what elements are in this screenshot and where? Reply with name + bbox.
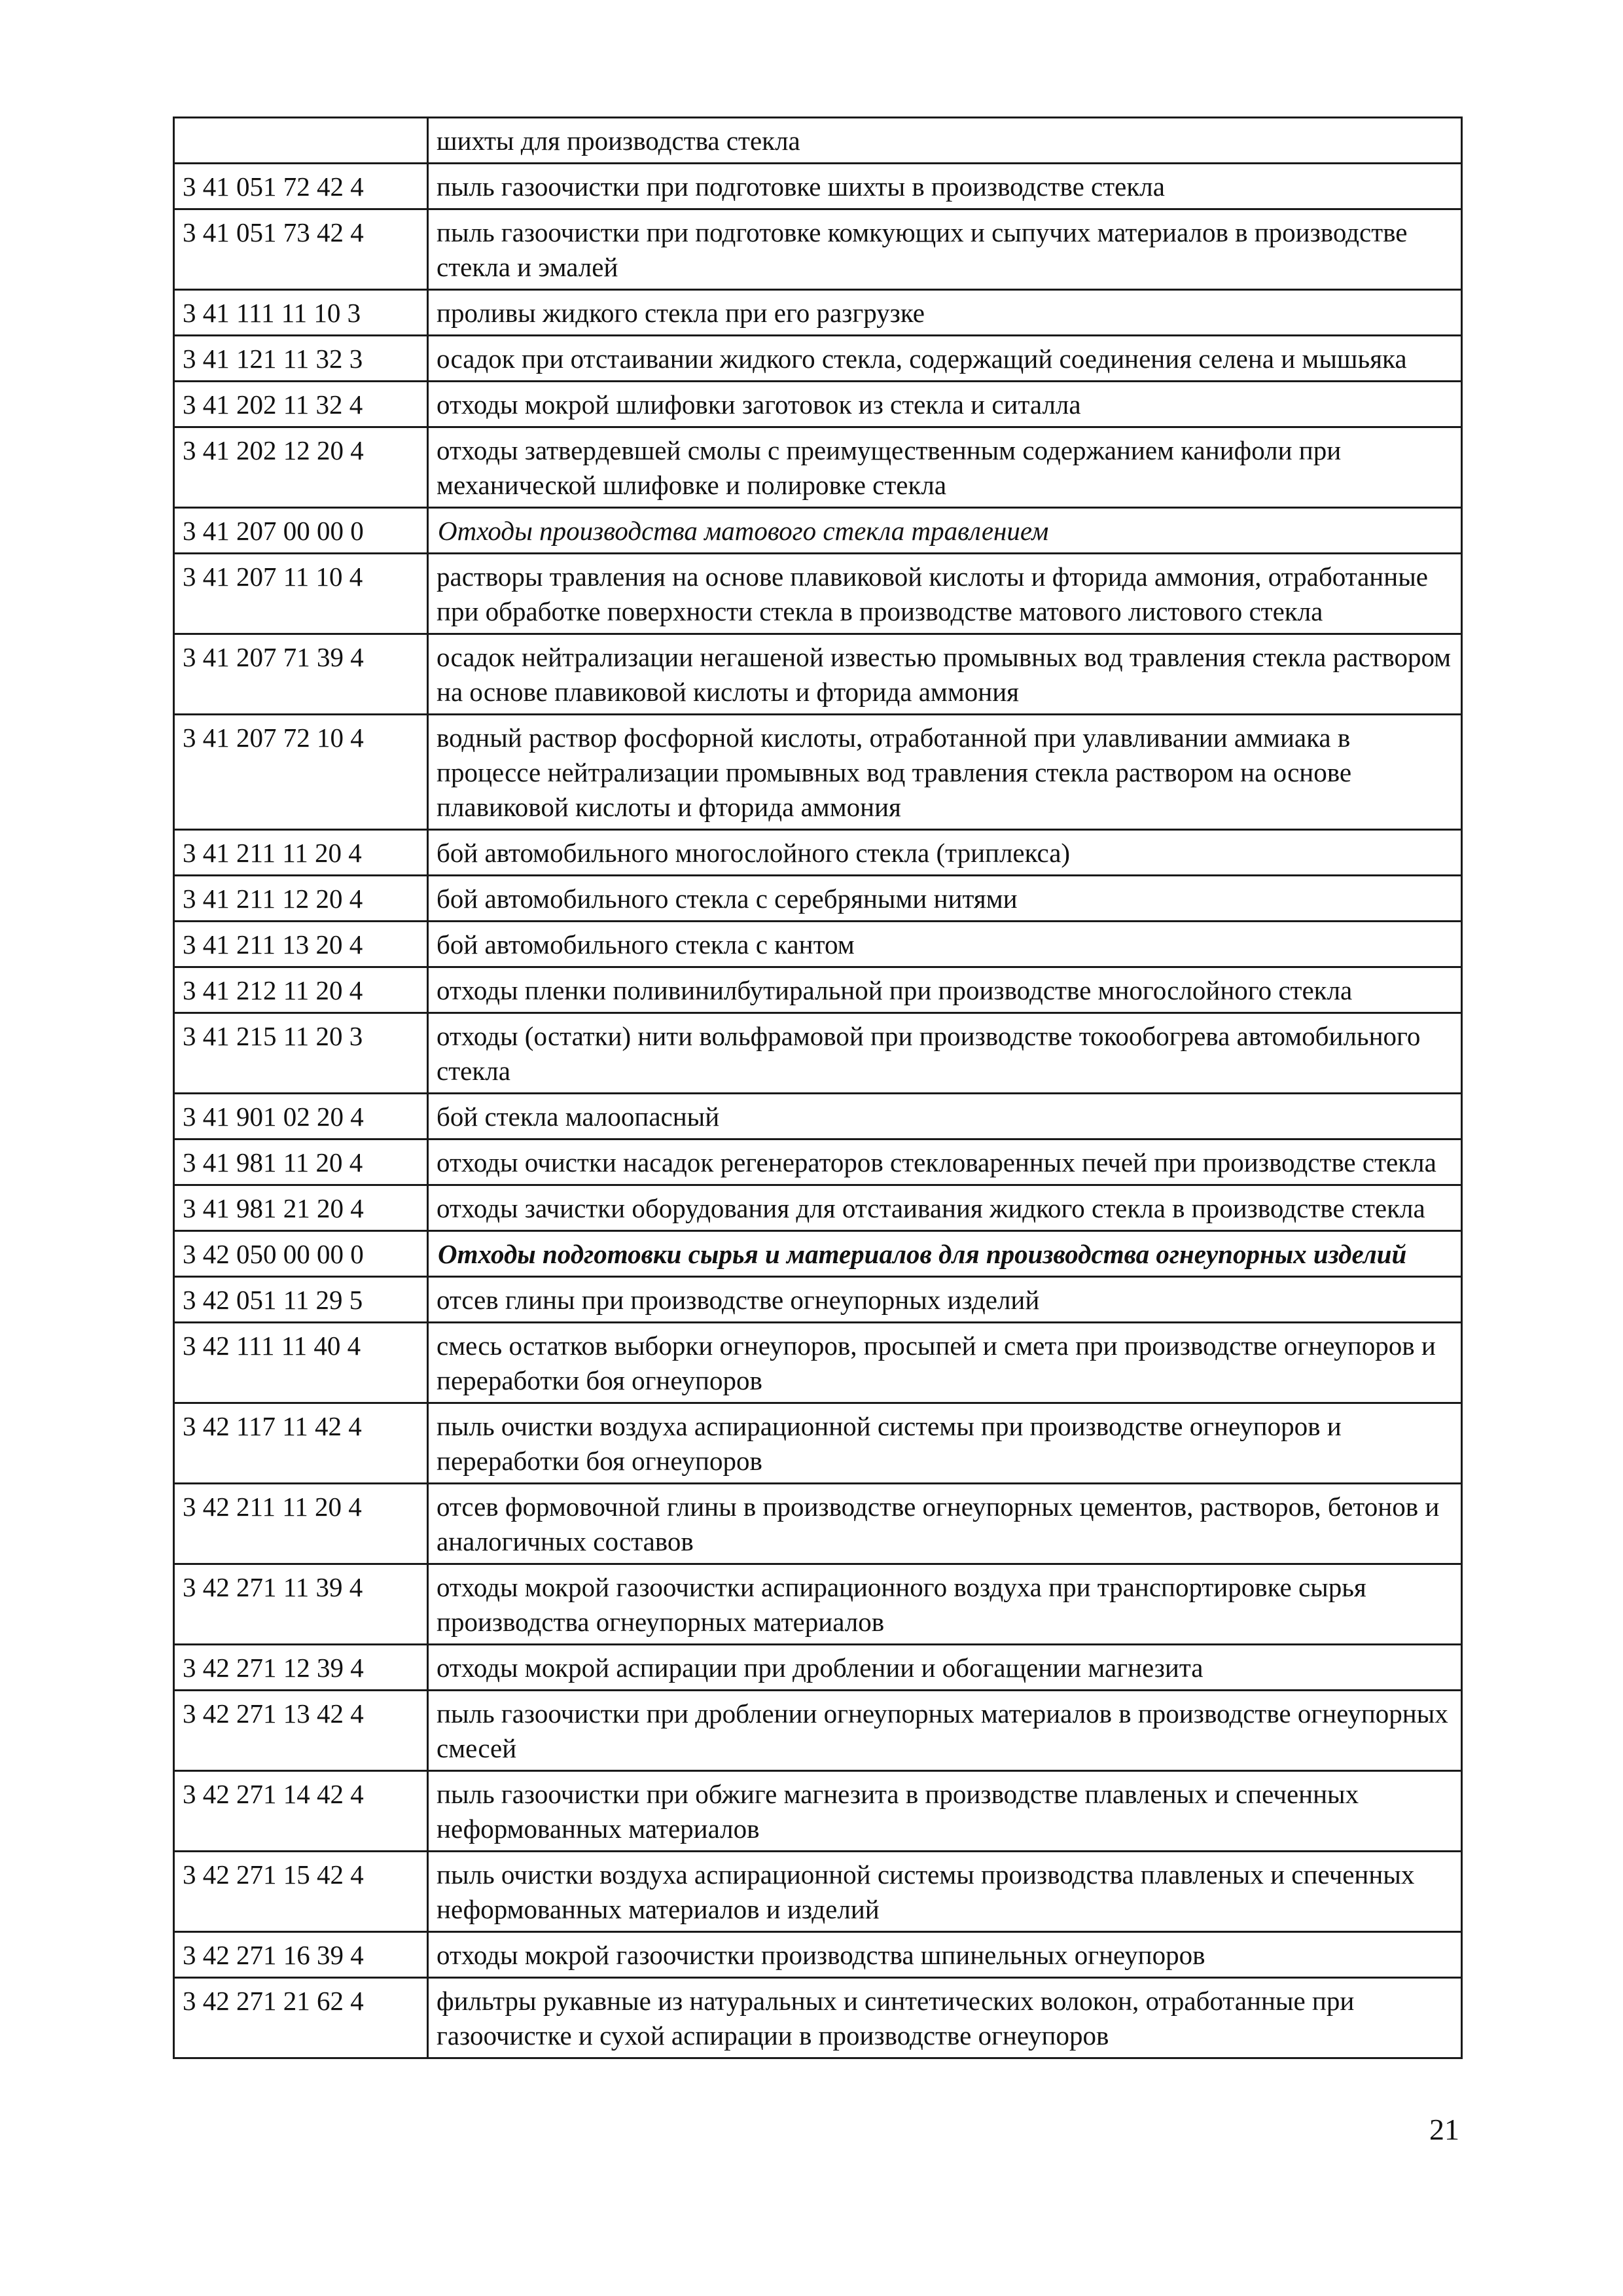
waste-name-cell: осадок при отстаивании жидкого стекла, содержащий соединения селена и мышьяка <box>428 336 1462 382</box>
table-row <box>174 876 1462 922</box>
table-row <box>174 1323 1462 1403</box>
page-number: 21 <box>1429 2113 1459 2146</box>
waste-name-cell: смесь остатков выборки огнеупоров, просыпей и смета при производстве огнеупоров и переработки боя огнеупоров <box>428 1323 1462 1403</box>
table-row <box>174 830 1462 876</box>
table-row <box>174 1013 1462 1094</box>
table-row <box>174 1484 1462 1564</box>
waste-code-cell: 3 41 207 11 10 4 <box>174 554 428 634</box>
waste-code-cell: 3 42 111 11 40 4 <box>174 1323 428 1403</box>
waste-name-cell: проливы жидкого стекла при его разгрузке <box>428 290 1462 336</box>
table-row <box>174 1231 1462 1277</box>
table-row <box>174 508 1462 554</box>
waste-name-cell: бой автомобильного многослойного стекла (триплекса) <box>428 830 1462 876</box>
waste-group-name-cell: Отходы производства матового стекла травлением <box>428 508 1462 554</box>
waste-name-cell: пыль газоочистки при дроблении огнеупорных материалов в производстве огнеупорных смесей <box>428 1691 1462 1771</box>
waste-code-cell: 3 42 271 15 42 4 <box>174 1852 428 1932</box>
waste-name-cell: шихты для производства стекла <box>428 118 1462 164</box>
waste-name-cell: осадок нейтрализации негашеной известью промывных вод травления стекла раствором на основе плавиковой кислоты и фторида аммония <box>428 634 1462 715</box>
waste-name-cell: фильтры рукавные из натуральных и синтетических волокон, отработанные при газоочистке и сухой аспирации в производстве огнеупоров <box>428 1978 1462 2058</box>
waste-name-cell: пыль очистки воздуха аспирационной системы производства плавленых и спеченных неформованных материалов и изделий <box>428 1852 1462 1932</box>
waste-code-cell: 3 41 207 72 10 4 <box>174 715 428 830</box>
table-row <box>174 715 1462 830</box>
waste-name-cell: отходы мокрой газоочистки производства шпинельных огнеупоров <box>428 1932 1462 1978</box>
waste-name-cell: бой автомобильного стекла с кантом <box>428 922 1462 967</box>
table-row <box>174 1185 1462 1231</box>
waste-code-cell: 3 41 211 11 20 4 <box>174 830 428 876</box>
waste-code-cell: 3 41 051 72 42 4 <box>174 164 428 209</box>
waste-name-cell: отходы очистки насадок регенераторов стекловаренных печей при производстве стекла <box>428 1139 1462 1185</box>
waste-name-cell: отсев формовочной глины в производстве огнеупорных цементов, растворов, бетонов и аналогичных составов <box>428 1484 1462 1564</box>
waste-name-cell: отсев глины при производстве огнеупорных изделий <box>428 1277 1462 1323</box>
waste-name-cell: водный раствор фосфорной кислоты, отработанной при улавливании аммиака в процессе нейтрализации промывных вод травления стекла раствором на основе плавиковой кислоты и фторида аммония <box>428 715 1462 830</box>
waste-name-cell: отходы мокрой газоочистки аспирационного воздуха при транспортировке сырья производства огнеупорных материалов <box>428 1564 1462 1645</box>
waste-code-cell: 3 41 981 21 20 4 <box>174 1185 428 1231</box>
waste-code-cell: 3 41 051 73 42 4 <box>174 209 428 290</box>
table-row <box>174 164 1462 209</box>
waste-name-cell: пыль газоочистки при подготовке комкующих и сыпучих материалов в производстве стекла и эмалей <box>428 209 1462 290</box>
waste-code-cell: 3 41 202 12 20 4 <box>174 427 428 508</box>
table-row <box>174 634 1462 715</box>
table-row <box>174 967 1462 1013</box>
waste-code-cell: 3 42 271 16 39 4 <box>174 1932 428 1978</box>
waste-code-cell: 3 42 051 11 29 5 <box>174 1277 428 1323</box>
waste-code-cell <box>174 118 428 164</box>
table-row <box>174 290 1462 336</box>
waste-name-cell: пыль газоочистки при подготовке шихты в производстве стекла <box>428 164 1462 209</box>
waste-code-cell: 3 41 111 11 10 3 <box>174 290 428 336</box>
table-row <box>174 382 1462 427</box>
waste-code-cell: 3 41 202 11 32 4 <box>174 382 428 427</box>
waste-name-cell: бой автомобильного стекла с серебряными нитями <box>428 876 1462 922</box>
waste-code-cell: 3 41 981 11 20 4 <box>174 1139 428 1185</box>
table-row <box>174 1691 1462 1771</box>
table-row <box>174 1932 1462 1978</box>
waste-code-cell: 3 42 271 12 39 4 <box>174 1645 428 1691</box>
table-row <box>174 1978 1462 2058</box>
table-row <box>174 1277 1462 1323</box>
table-row <box>174 209 1462 290</box>
waste-classification-table <box>173 117 1463 2059</box>
table-row <box>174 1139 1462 1185</box>
table-row <box>174 1094 1462 1139</box>
waste-code-cell: 3 42 271 14 42 4 <box>174 1771 428 1852</box>
table-row <box>174 554 1462 634</box>
waste-code-cell: 3 42 271 13 42 4 <box>174 1691 428 1771</box>
waste-code-cell: 3 42 117 11 42 4 <box>174 1403 428 1484</box>
table-row <box>174 1403 1462 1484</box>
waste-code-cell: 3 42 211 11 20 4 <box>174 1484 428 1564</box>
table-row <box>174 427 1462 508</box>
waste-name-cell: растворы травления на основе плавиковой кислоты и фторида аммония, отработанные при обработке поверхности стекла в производстве матового листового стекла <box>428 554 1462 634</box>
table-row <box>174 118 1462 164</box>
waste-code-cell: 3 41 207 71 39 4 <box>174 634 428 715</box>
waste-name-cell: отходы пленки поливинилбутиральной при производстве многослойного стекла <box>428 967 1462 1013</box>
table-row <box>174 1645 1462 1691</box>
waste-name-cell: пыль газоочистки при обжиге магнезита в производстве плавленых и спеченных неформованных материалов <box>428 1771 1462 1852</box>
waste-code-cell: 3 41 211 12 20 4 <box>174 876 428 922</box>
waste-code-cell: 3 42 271 11 39 4 <box>174 1564 428 1645</box>
waste-name-cell: отходы мокрой аспирации при дроблении и обогащении магнезита <box>428 1645 1462 1691</box>
waste-code-cell: 3 42 271 21 62 4 <box>174 1978 428 2058</box>
table-row <box>174 336 1462 382</box>
waste-code-cell: 3 41 215 11 20 3 <box>174 1013 428 1094</box>
table-row <box>174 1771 1462 1852</box>
waste-code-cell: 3 41 121 11 32 3 <box>174 336 428 382</box>
table-row <box>174 1564 1462 1645</box>
table-row <box>174 1852 1462 1932</box>
waste-name-cell: отходы зачистки оборудования для отстаивания жидкого стекла в производстве стекла <box>428 1185 1462 1231</box>
waste-group-name-cell: Отходы подготовки сырья и материалов для производства огнеупорных изделий <box>428 1231 1462 1277</box>
table-body <box>174 118 1462 2058</box>
table-row <box>174 922 1462 967</box>
waste-name-cell: отходы мокрой шлифовки заготовок из стекла и ситалла <box>428 382 1462 427</box>
waste-code-cell: 3 41 207 00 00 0 <box>174 508 428 554</box>
waste-name-cell: пыль очистки воздуха аспирационной системы при производстве огнеупоров и переработки боя огнеупоров <box>428 1403 1462 1484</box>
waste-code-cell: 3 41 212 11 20 4 <box>174 967 428 1013</box>
waste-name-cell: отходы (остатки) нити вольфрамовой при производстве токообогрева автомобильного стекла <box>428 1013 1462 1094</box>
waste-code-cell: 3 41 901 02 20 4 <box>174 1094 428 1139</box>
waste-name-cell: бой стекла малоопасный <box>428 1094 1462 1139</box>
waste-code-cell: 3 42 050 00 00 0 <box>174 1231 428 1277</box>
waste-code-cell: 3 41 211 13 20 4 <box>174 922 428 967</box>
waste-name-cell: отходы затвердевшей смолы с преимущественным содержанием канифоли при механической шлифовке и полировке стекла <box>428 427 1462 508</box>
